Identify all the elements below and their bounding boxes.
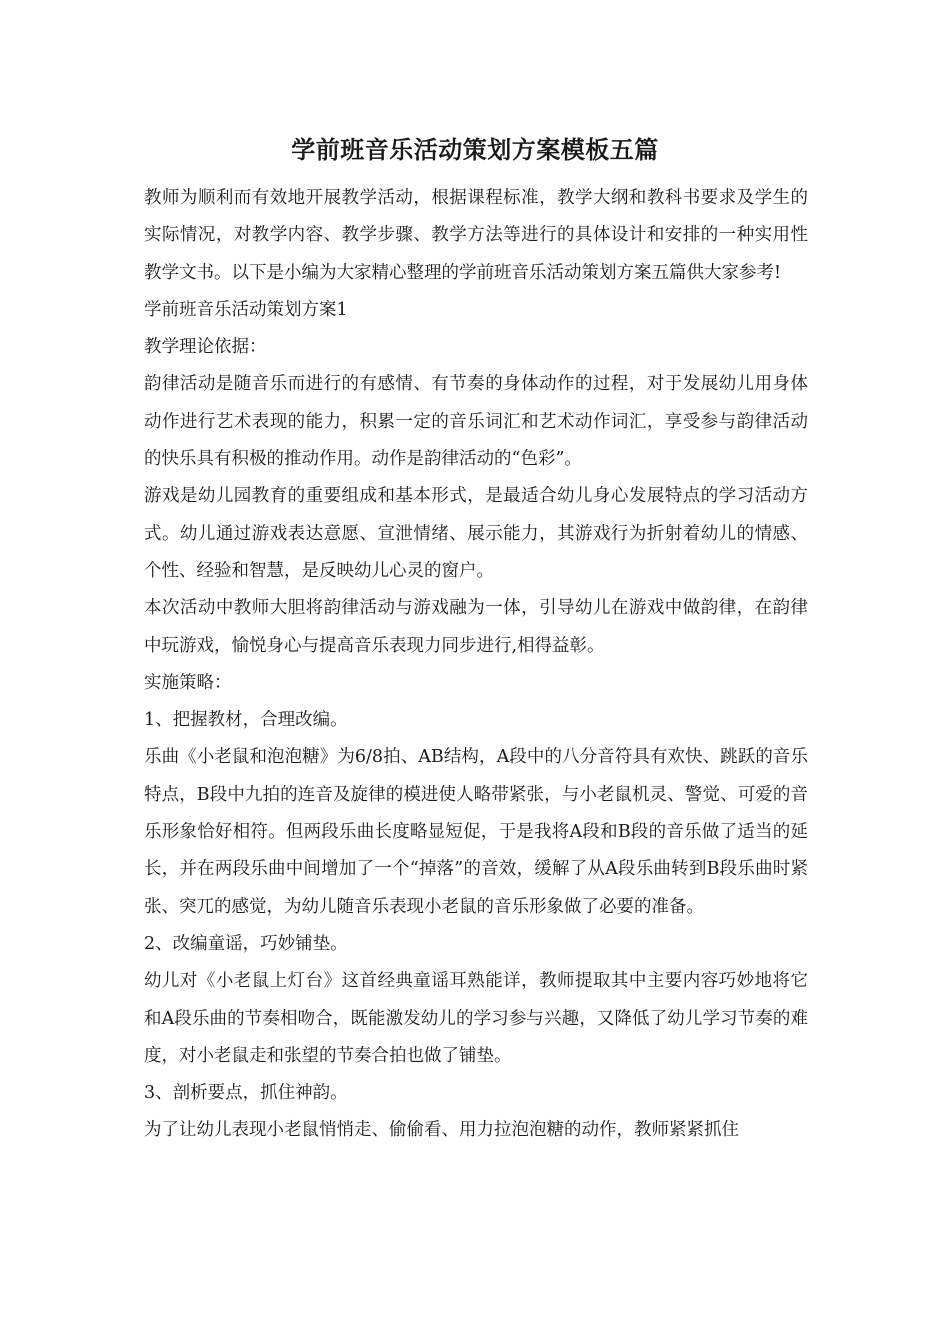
intro-paragraph: 教师为顺利而有效地开展教学活动，根据课程标准，教学大纲和教科书要求及学生的实际情况，对教学内容、教学步骤、教学方法等进行的具体设计和安排的一种实用性教学文书。以下是小编为大家精心整理的学前班音乐活动策划方案五篇供大家参考! (144, 188, 808, 283)
subheading-strategy: 实施策略： (144, 672, 232, 693)
document-title: 学前班音乐活动策划方案模板五篇 (291, 135, 659, 164)
paragraph-key-points: 为了让幼儿表现小老鼠悄悄走、偷偷看、用力拉泡泡糖的动作，教师紧紧抓住 (144, 1120, 739, 1141)
paragraph-music-adaptation: 乐曲《小老鼠和泡泡糖》为6/8拍、AB结构，A段中的八分音符具有欢快、跳跃的音乐特点，B段中九拍的连音及旋律的模进使人略带紧张，与小老鼠机灵、警觉、可爱的音乐形象恰好相符。但两段乐曲长度略显短促，于是我将A段和B段的音乐做了适当的延长，并在两段乐曲中间增加了一个“掉落”的音效，缓解了从A段乐曲转到B段乐曲时紧张、突兀的感觉，为幼儿随音乐表现小老鼠的音乐形象做了必要的准备。 (144, 747, 808, 917)
list-item-1-heading: 1、把握教材，合理改编。 (144, 710, 348, 731)
document-body (144, 180, 808, 1150)
paragraph-nursery-rhyme: 幼儿对《小老鼠上灯台》这首经典童谣耳熟能详，教师提取其中主要内容巧妙地将它和A段乐曲的节奏相吻合，既能激发幼儿的学习参与兴趣，又降低了幼儿学习节奏的难度，对小老鼠走和张望的节奏合拍也做了铺垫。 (144, 971, 808, 1066)
section-heading-plan-1: 学前班音乐活动策划方案1 (144, 299, 348, 320)
list-item-3-heading: 3、剖析要点，抓住神韵。 (144, 1083, 348, 1104)
list-item-2-heading: 2、改编童谣，巧妙铺垫。 (144, 933, 348, 954)
paragraph-activity-fusion: 本次活动中教师大胆将韵律活动与游戏融为一体，引导幼儿在游戏中做韵律，在韵律中玩游戏，愉悦身心与提高音乐表现力同步进行,相得益彰。 (144, 598, 808, 656)
subheading-theory-basis: 教学理论依据： (144, 337, 267, 358)
paragraph-game: 游戏是幼儿园教育的重要组成和基本形式，是最适合幼儿身心发展特点的学习活动方式。幼儿通过游戏表达意愿、宣泄情绪、展示能力，其游戏行为折射着幼儿的情感、个性、经验和智慧，是反映幼儿心灵的窗户。 (144, 486, 808, 581)
paragraph-rhythm-activity: 韵律活动是随音乐而进行的有感情、有节奏的身体动作的过程，对于发展幼儿用身体动作进行艺术表现的能力，积累一定的音乐词汇和艺术动作词汇，享受参与韵律活动的快乐具有积极的推动作用。动作是韵律活动的“色彩”。 (144, 374, 808, 470)
